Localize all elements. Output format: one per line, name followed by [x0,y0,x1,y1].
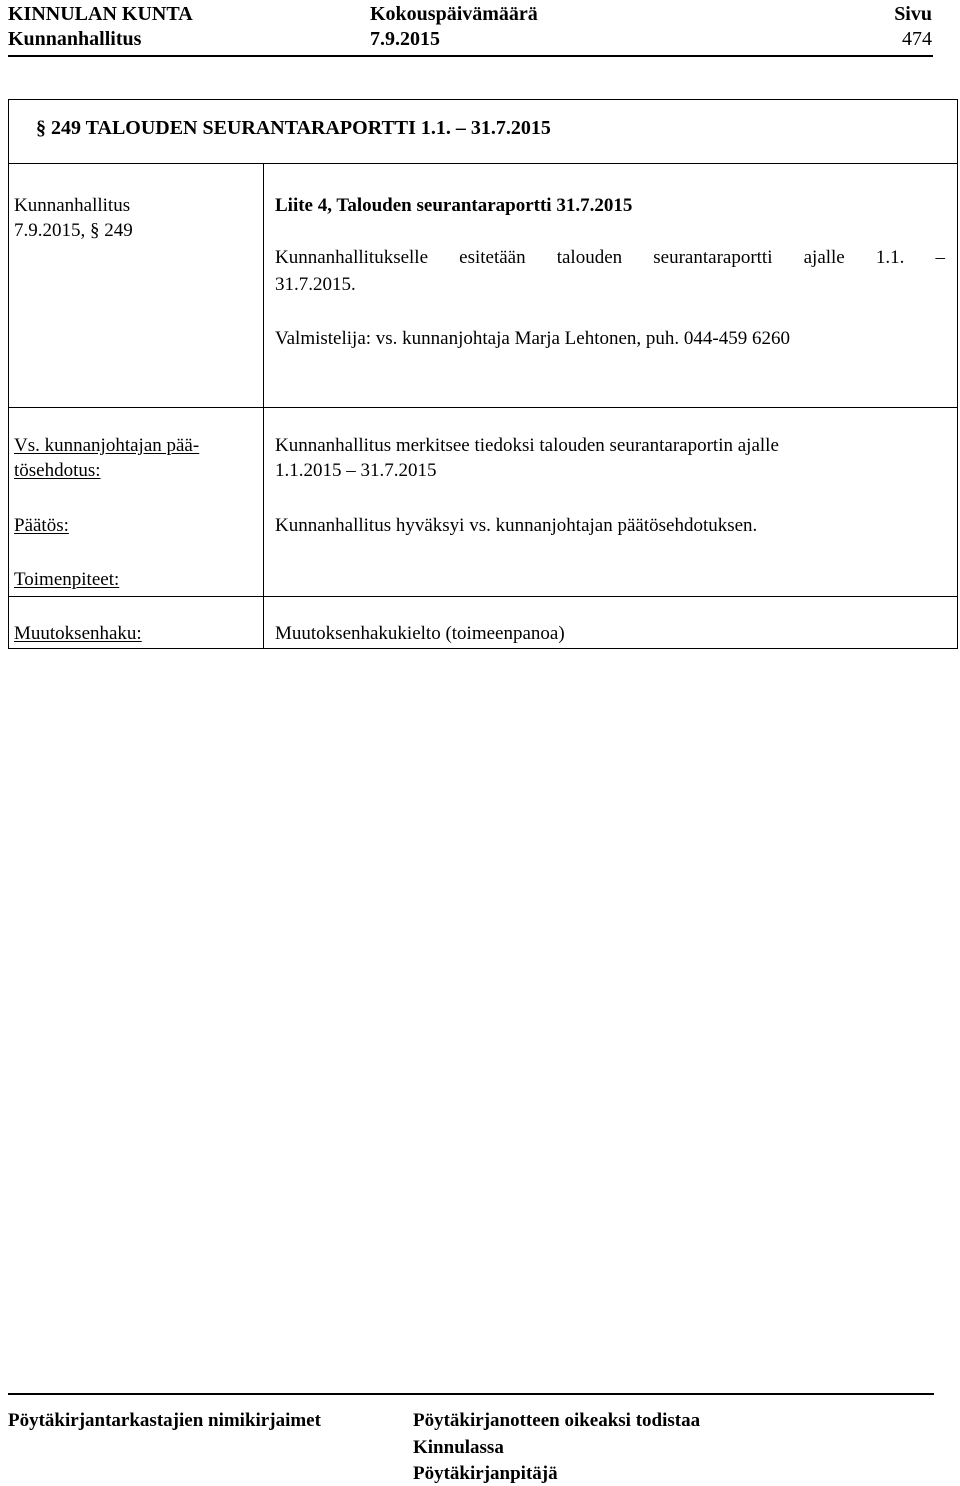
history-body-name: Kunnanhallitus [14,195,131,216]
history-divider [8,407,958,408]
header-body-name: Kunnanhallitus [8,28,142,50]
intro-text-line-1: Kunnanhallitukselle esitetään talouden seurantaraportti ajalle 1.1. – [275,247,945,268]
table-right-border [957,99,958,648]
footer-divider [8,1393,934,1395]
appeal-label: Muutoksenhaku: [14,623,142,644]
column-divider [263,163,264,648]
decision-label: Päätös: [14,515,69,536]
municipality-name: KINNULAN KUNTA [8,3,193,25]
section-heading [36,115,551,141]
certified-line-2: Kinnulassa [413,1437,504,1458]
attachment-reference: Liite 4, Talouden seurantaraportti 31.7.2015 [275,195,633,216]
proposal-text-line-1: Kunnanhallitus merkitsee tiedoksi talouden seurantaraportin ajalle [275,435,779,456]
table-top-border [8,99,958,100]
certified-line-1: Pöytäkirjanotteen oikeaksi todistaa [413,1410,701,1431]
decision-text: Kunnanhallitus hyväksyi vs. kunnanjohtajan päätösehdotuksen. [275,515,758,536]
section-title-divider [8,163,958,164]
actions-divider [8,596,958,597]
page-label: Sivu [894,3,932,25]
page-number: 474 [902,28,932,50]
initials-label: Pöytäkirjantarkastajien nimikirjaimet [8,1410,321,1431]
actions-label: Toimenpiteet: [14,569,120,590]
section-title: 249 TALOUDEN SEURANTARAPORTTI 1.1. – 31.7.2015 [51,117,551,139]
table-bottom-border [8,648,958,649]
meeting-date: 7.9.2015 [370,28,440,50]
history-date-ref: 7.9.2015, § 249 [14,220,133,241]
proposal-label-line-1: Vs. kunnanjohtajan pää- [14,435,200,456]
appeal-text: Muutoksenhakukielto (toimeenpanoa) [275,623,565,644]
intro-text-line-2: 31.7.2015. [275,274,356,295]
table-left-border [8,99,9,648]
section-symbol: § [36,117,46,139]
proposal-label-line-2: tösehdotus: [14,460,101,481]
proposal-text-line-2: 1.1.2015 – 31.7.2015 [275,460,437,481]
preparer-info: Valmistelija: vs. kunnanjohtaja Marja Lehtonen, puh. 044-459 6260 [275,328,791,349]
certified-line-3: Pöytäkirjanpitäjä [413,1463,558,1484]
meeting-date-label: Kokouspäivämäärä [370,3,538,25]
header-divider [8,55,933,57]
